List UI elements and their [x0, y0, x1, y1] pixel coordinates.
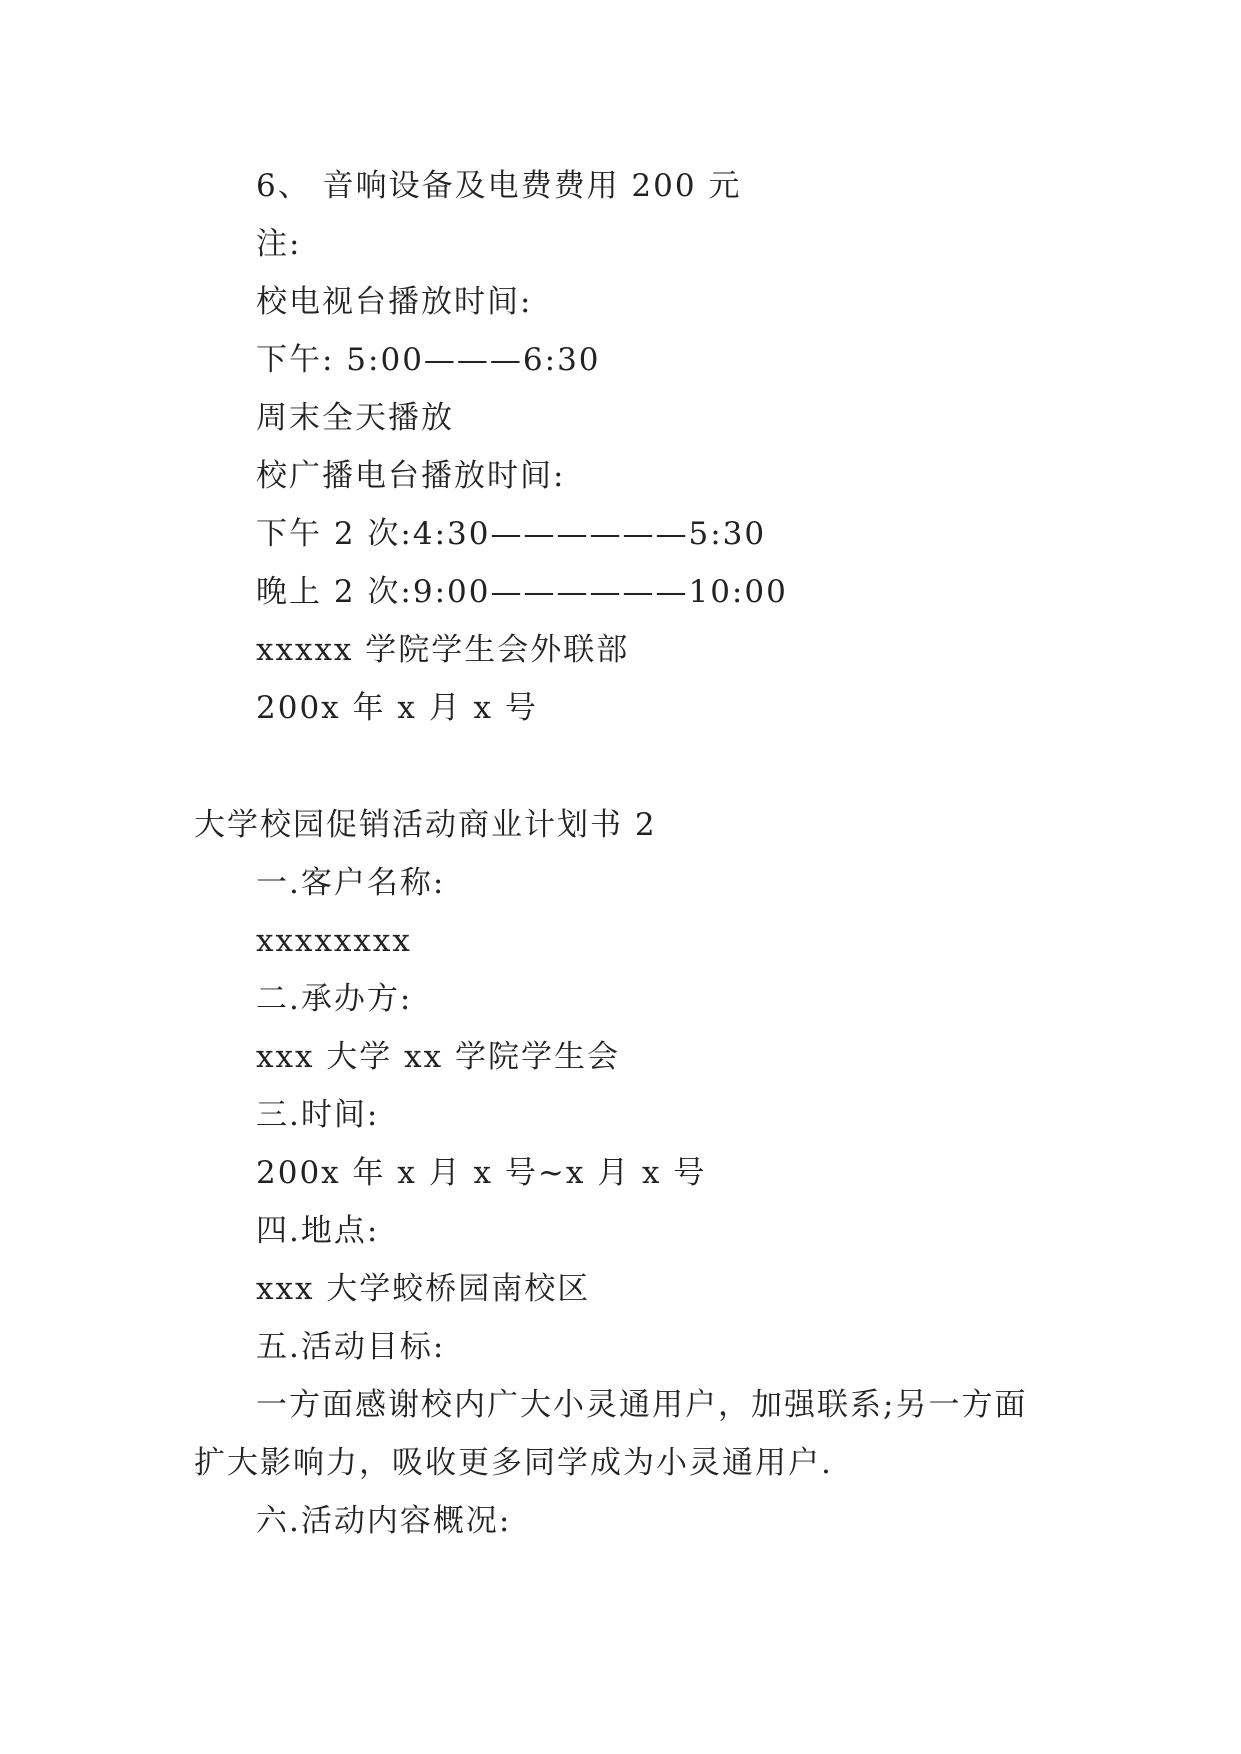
- radio-schedule-heading: 校广播电台播放时间:: [256, 458, 566, 494]
- organizer-heading: 二.承办方:: [256, 981, 413, 1017]
- activity-overview-heading: 六.活动内容概况:: [256, 1503, 512, 1539]
- section-title: 大学校园促销活动商业计划书 2: [194, 807, 657, 843]
- client-name-heading: 一.客户名称:: [256, 865, 446, 901]
- cost-item-6: 6、 音响设备及电费费用 200 元: [256, 168, 742, 204]
- radio-schedule-evening: 晚上 2 次:9:00——————10:00: [256, 574, 788, 610]
- tv-schedule-heading: 校电视台播放时间:: [256, 284, 533, 320]
- location-heading: 四.地点:: [256, 1213, 380, 1249]
- tv-schedule-afternoon: 下午: 5:00———6:30: [256, 342, 601, 378]
- client-name-value: xxxxxxxx: [256, 923, 412, 959]
- location-value: xxx 大学蛟桥园南校区: [256, 1271, 591, 1307]
- time-heading: 三.时间:: [256, 1097, 380, 1133]
- tv-schedule-weekend: 周末全天播放: [256, 400, 454, 436]
- note-label: 注:: [256, 226, 302, 262]
- goal-text-line-2: 扩大影响力，吸收更多同学成为小灵通用户.: [194, 1445, 833, 1481]
- time-value: 200x 年 x 月 x 号~x 月 x 号: [256, 1155, 707, 1191]
- radio-schedule-afternoon: 下午 2 次:4:30——————5:30: [256, 516, 767, 552]
- organizer-signature: xxxxx 学院学生会外联部: [256, 632, 630, 668]
- goal-heading: 五.活动目标:: [256, 1329, 446, 1365]
- organizer-value: xxx 大学 xx 学院学生会: [256, 1039, 620, 1075]
- goal-text-line-1: 一方面感谢校内广大小灵通用户，加强联系;另一方面: [256, 1387, 1028, 1423]
- signature-date: 200x 年 x 月 x 号: [256, 690, 538, 726]
